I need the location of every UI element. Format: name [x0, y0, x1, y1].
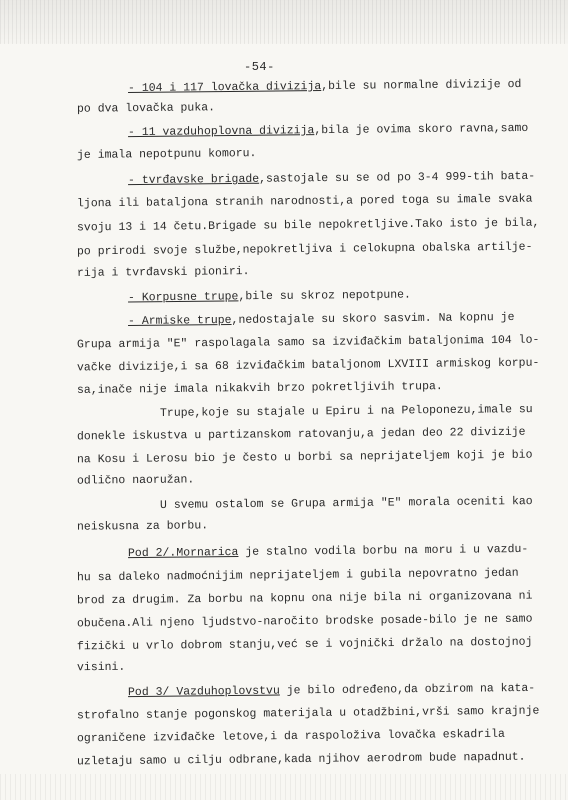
- text-segment: po prirodi svoje službe,nepokretljiva i celokupna obalska artilje-: [76, 240, 533, 259]
- text-segment: je stalno vodila borbu na moru i u vazdu-: [238, 542, 529, 559]
- text-line: [77, 357, 540, 376]
- text-line: [128, 311, 515, 329]
- text-segment: vačke divizije,i sa 68 izviđačkim bataljonom LXVIII armiskog korpu-: [76, 356, 540, 375]
- text-line: [128, 289, 411, 306]
- text-segment: neiskusna za borbu.: [76, 519, 209, 534]
- text-segment: na Kosu i Lerosu bio je često u borbi sa neprijateljem koji je bio: [76, 448, 533, 467]
- text-segment: ,bila je ovima skoro ravna,samo: [314, 121, 529, 138]
- text-segment: U svemu ostalom se Grupa armija "E" morala oceniti kao: [159, 495, 533, 512]
- text-line: [77, 449, 533, 468]
- text-line: [160, 403, 533, 421]
- text-line: [77, 380, 443, 398]
- text-line: [128, 122, 528, 140]
- text-segment: odlično naoružan.: [76, 473, 195, 488]
- text-segment: visini.: [76, 660, 126, 675]
- text-line: [128, 543, 528, 561]
- text-line: [77, 334, 540, 353]
- text-line: [77, 567, 519, 586]
- text-segment: svoju 13 i 14 četu.Brigade su bile nepokretljive.Tako isto je bila,: [76, 216, 540, 235]
- text-segment: Pod 2/.Mornarica: [127, 545, 239, 561]
- text-segment: je imala nepotpunu komoru.: [76, 147, 257, 162]
- text-segment: ljona ili bataljona stranih narodnosti,a pored toga su imale svaka: [76, 192, 533, 211]
- text-segment: - 11 vazduhoplovna divizija: [127, 124, 315, 140]
- text-segment: je bilo određeno,da obzirom na kata-: [279, 681, 536, 698]
- text-segment: fizički u vrlo dobrom stanju,već se i vojnički držalo na dostojnoj: [76, 635, 533, 654]
- text-line: [77, 519, 208, 534]
- text-segment: ,sastojale su se od po 3-4 999-tih bata-: [259, 169, 536, 186]
- text-line: [77, 217, 540, 236]
- text-line: [77, 728, 505, 746]
- text-line: [77, 705, 540, 724]
- text-line: [77, 147, 257, 163]
- text-segment: brod za drugim. Za borbu na kopnu ona nije bila ni organizovana ni: [76, 589, 533, 608]
- text-line: [77, 613, 533, 632]
- text-line: [128, 682, 535, 700]
- text-segment: - Korpusne trupe: [127, 290, 239, 305]
- text-segment: strofalno stanje pogonskog materijala u otadžbini,vrši samo krajnje: [76, 704, 540, 723]
- text-segment: Trupe,koje su stajale u Epiru i na Peloponezu,imale su: [159, 403, 533, 420]
- text-line: [77, 473, 194, 488]
- text-line: [77, 193, 533, 212]
- text-line: [160, 495, 533, 513]
- text-line: [77, 590, 533, 609]
- text-segment: ograničene izviđačke letove,i da raspoloživa lovačka eskadrila: [76, 727, 505, 746]
- page-number: -54-: [244, 60, 275, 74]
- text-segment: ,bile su skroz nepotpune.: [238, 288, 412, 304]
- text-segment: po dva lovačka puka.: [76, 101, 216, 116]
- text-segment: uzletaju samo u cilju odbrane,kada njihov aerodrom bude napadnut.: [76, 750, 526, 769]
- text-line: [77, 751, 526, 770]
- text-segment: - Armiske trupe: [127, 313, 232, 329]
- text-line: [77, 426, 526, 445]
- text-segment: obučena.Ali njeno ljudstvo-naročito brodske posade-bilo je ne samo: [76, 612, 533, 631]
- text-segment: ,bile su normalne divizije od: [321, 77, 522, 94]
- text-segment: - 104 i 117 lovačka divizija: [127, 80, 322, 96]
- text-segment: ,nedostajale su skoro sasvim. Na kopnu je: [231, 310, 515, 327]
- text-segment: rija i tvrđavski pioniri.: [76, 265, 250, 280]
- text-segment: sa,inače nije imala nikakvih brzo pokretljivih trupa.: [76, 380, 443, 397]
- text-line: [128, 170, 535, 188]
- text-line: [77, 265, 250, 281]
- text-segment: Grupa armija "E" raspolagala samo sa izviđačkim bataljonima 104 lo-: [76, 333, 540, 352]
- text-line: [77, 661, 125, 676]
- text-line: [77, 101, 215, 116]
- text-segment: - tvrđavske brigade: [127, 172, 260, 188]
- text-line: [128, 78, 522, 96]
- scan-noise-bottom: [0, 774, 568, 800]
- text-segment: donekle iskustva u partizanskom ratovanju,a jedan deo 22 divizije: [76, 425, 526, 444]
- text-segment: hu sa daleko nadmoćnijim neprijateljem i gubila nepovratno jedan: [76, 566, 519, 585]
- text-segment: Pod 3/ Vazduhoplovstvu: [127, 684, 280, 700]
- text-line: [77, 241, 533, 260]
- scan-noise-top: [0, 0, 568, 44]
- text-line: [77, 636, 533, 655]
